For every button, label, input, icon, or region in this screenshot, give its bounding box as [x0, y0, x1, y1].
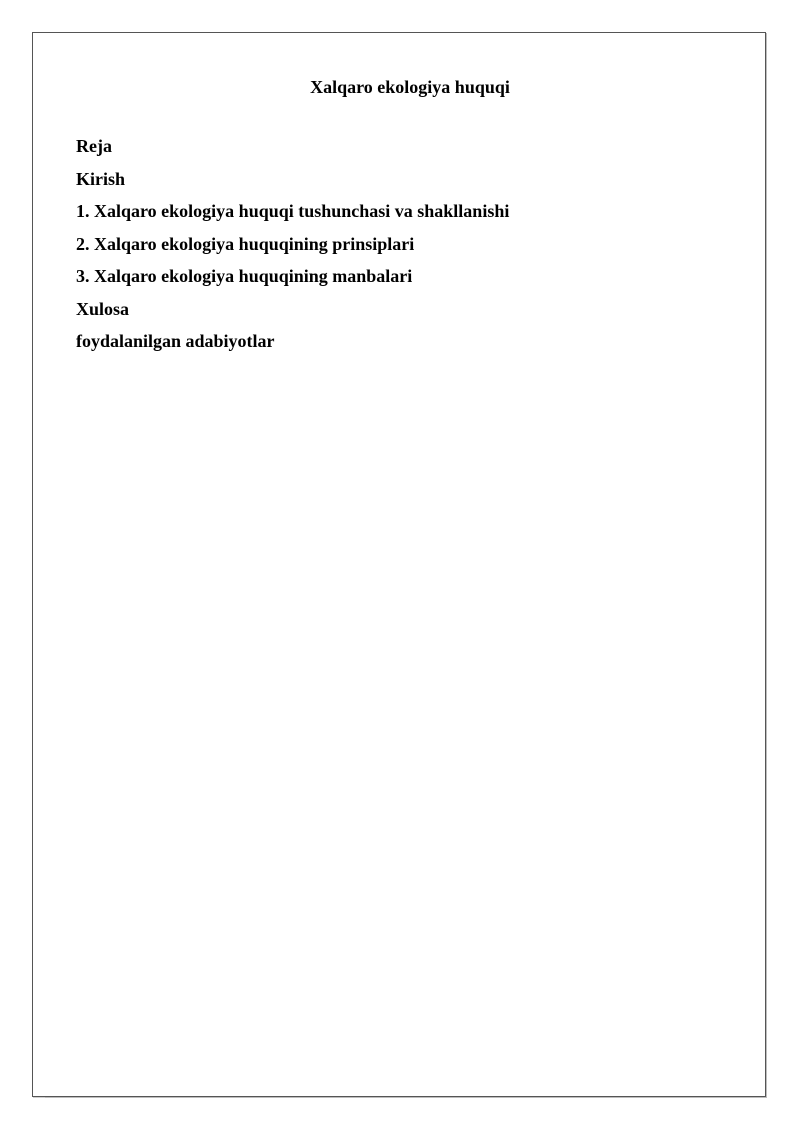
toc-item-section-3: 3. Xalqaro ekologiya huquqining manbalari [76, 266, 413, 286]
toc-item-xulosa: Xulosa [76, 298, 130, 319]
toc-item-references: foydalanilgan adabiyotlar [76, 331, 275, 351]
page-corner-mark [33, 1097, 45, 1098]
toc-item-section-1: 1. Xalqaro ekologiya huquqi tushunchasi va shakllanishi [76, 201, 510, 221]
table-of-contents [76, 134, 509, 362]
toc-item-section-2: 2. Xalqaro ekologiya huquqining prinsiplari [76, 233, 415, 254]
toc-item-kirish: Kirish [76, 168, 126, 189]
toc-heading-reja: Reja [76, 136, 112, 156]
document-title: Xalqaro ekologiya huquqi [310, 77, 510, 97]
